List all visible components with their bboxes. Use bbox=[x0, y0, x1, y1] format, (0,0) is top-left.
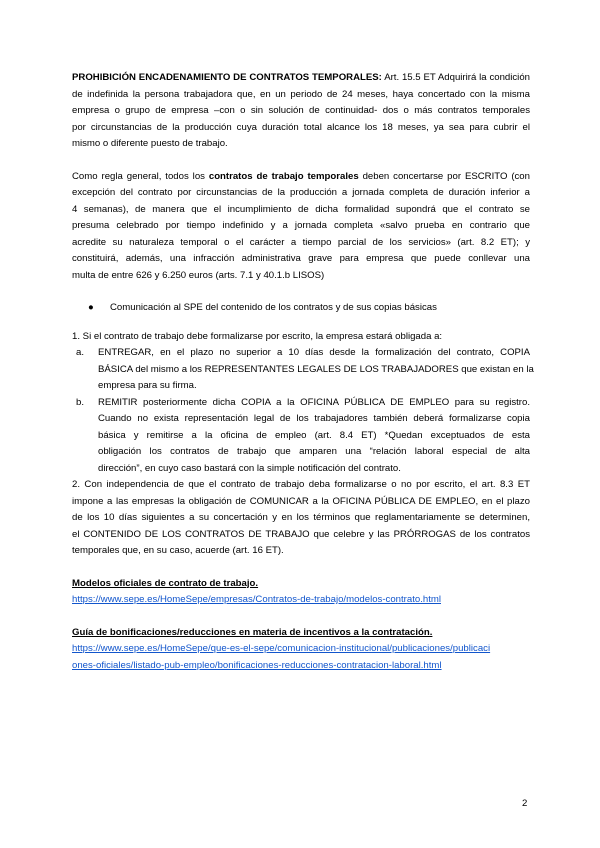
section-line: de los 10 días siguientes a su concertación y en los términos que reglamentariamente se determinen, bbox=[72, 512, 530, 523]
paragraph-line: excepción del contrato por circunstancias de la producción a jornada completa de duración inferior a bbox=[72, 187, 530, 198]
list-item-line: Cuando no exista representación legal de los trabajadores también deberá formalizarse copia bbox=[98, 413, 530, 424]
models-section bbox=[72, 576, 530, 609]
guide-heading: Guía de bonificaciones/reducciones en materia de incentivos a la contratación. bbox=[72, 626, 433, 638]
list-item-deliver-copy bbox=[76, 345, 534, 395]
paragraph-line: de indefinida la persona trabajadora que, en un periodo de 24 meses, haya concertado con la misma bbox=[72, 88, 530, 100]
bullet-icon: ● bbox=[88, 302, 94, 313]
bullet-text: Comunicación al SPE del contenido de los contratos y de sus copias básicas bbox=[110, 302, 437, 313]
models-heading: Modelos oficiales de contrato de trabajo. bbox=[72, 577, 259, 589]
section-line: temporales que, en su caso, acuerde (art. 16 ET). bbox=[72, 545, 284, 556]
bold-temporary-contracts: contratos de trabajo temporales bbox=[208, 170, 359, 182]
section-line: impone a las empresas la obligación de COMUNICAR a la OFICINA PÚBLICA DE EMPLEO, en el plazo bbox=[72, 495, 530, 507]
models-link[interactable]: https://www.sepe.es/HomeSepe/empresas/Contratos-de-trabajo/modelos-contrato.html bbox=[72, 594, 441, 605]
paragraph-line: Como regla general, todos los contratos de trabajo temporales deben concertarse por ESCRITO (con bbox=[72, 170, 530, 182]
list-item-line: ENTREGAR, en el plazo no superior a 10 días desde la formalización del contrato, COPIA bbox=[98, 347, 530, 358]
guide-link-line: https://www.sepe.es/HomeSepe/que-es-el-sepe/comunicacion-institucional/publicaciones/publicaci bbox=[72, 643, 491, 654]
page-number: 2 bbox=[522, 798, 528, 809]
list-item-line: obligación los contratos de trabajo que amparen una “relación laboral especial de alta bbox=[98, 446, 530, 457]
paragraph-line: mismo o diferente puesto de trabajo. bbox=[72, 138, 228, 149]
list-marker: a. bbox=[76, 347, 85, 358]
section-written-contract-obligations bbox=[72, 329, 534, 478]
list-item-line: dirección”, en cuyo caso bastará con la simple notificación del contrato. bbox=[98, 462, 401, 474]
paragraph-written-form-rule bbox=[72, 169, 530, 285]
paragraph-line: presuma celebrado por tiempo indefinido y a jornada completa «salvo prueba en contrario que bbox=[72, 220, 530, 231]
paragraph-line: 4 semanas), de manera que el incumplimiento de dicha formalidad supondrá que el contrato se bbox=[72, 203, 530, 215]
paragraph-line: empresa o grupo de empresa –con o sin solución de continuidad- dos o más contratos temporales bbox=[72, 105, 530, 116]
page-content bbox=[72, 70, 534, 674]
list-marker: b. bbox=[76, 396, 85, 408]
section-communication-obligation bbox=[72, 477, 530, 560]
paragraph-line: PROHIBICIÓN ENCADENAMIENTO DE CONTRATOS TEMPORALES: Art. 15.5 ET Adquirirá la condición bbox=[72, 72, 530, 83]
list-item-submit-copy bbox=[76, 395, 530, 478]
section-line: 2. Con independencia de que el contrato de trabajo deba formalizarse o no por escrito, el art. 8.3 ET bbox=[72, 479, 530, 490]
paragraph-line: multa de entre 626 y 6.250 euros (arts. 7.1 y 40.1.b LISOS) bbox=[72, 269, 325, 281]
paragraph-line: acredite su naturaleza temporal o el carácter a tiempo parcial de los servicios» (art. 8.2 ET); y bbox=[72, 236, 530, 248]
list-item-line: empresa para su firma. bbox=[98, 380, 197, 391]
list-item-line: básica y remitirse a la oficina de empleo (art. 8.4 ET) *Quedan exceptuados de esta bbox=[98, 429, 530, 441]
paragraph-line: por circunstancias de la producción cuya duración total alcance los 18 meses, ya sea para cubrir el bbox=[72, 121, 530, 133]
guide-link-line: ones-oficiales/listado-pub-empleo/bonificaciones-reducciones-contratacion-laboral.html bbox=[72, 659, 442, 671]
bullet-item-spe-communication bbox=[72, 300, 530, 317]
guide-link[interactable] bbox=[72, 641, 530, 674]
list-item-line: REMITIR posteriormente dicha COPIA a la OFICINA PÚBLICA DE EMPLEO para su registro. bbox=[98, 396, 530, 408]
list-item-line: BÁSICA del mismo a los REPRESENTANTES LEGALES DE LOS TRABAJADORES que existan en la bbox=[98, 363, 534, 375]
guide-section bbox=[72, 625, 530, 675]
section-line: el CONTENIDO DE LOS CONTRATOS DE TRABAJO que celebre y las PRÓRROGAS de los contratos bbox=[72, 528, 530, 540]
section-intro: 1. Si el contrato de trabajo debe formalizarse por escrito, la empresa estará obligada a: bbox=[72, 330, 443, 342]
heading-chaining-prohibition: PROHIBICIÓN ENCADENAMIENTO DE CONTRATOS TEMPORALES: bbox=[72, 72, 382, 83]
paragraph-temporary-contracts-chaining bbox=[72, 70, 530, 153]
paragraph-line: constituirá, además, una infracción administrativa grave para empresa que puede conllevar una bbox=[72, 253, 530, 264]
